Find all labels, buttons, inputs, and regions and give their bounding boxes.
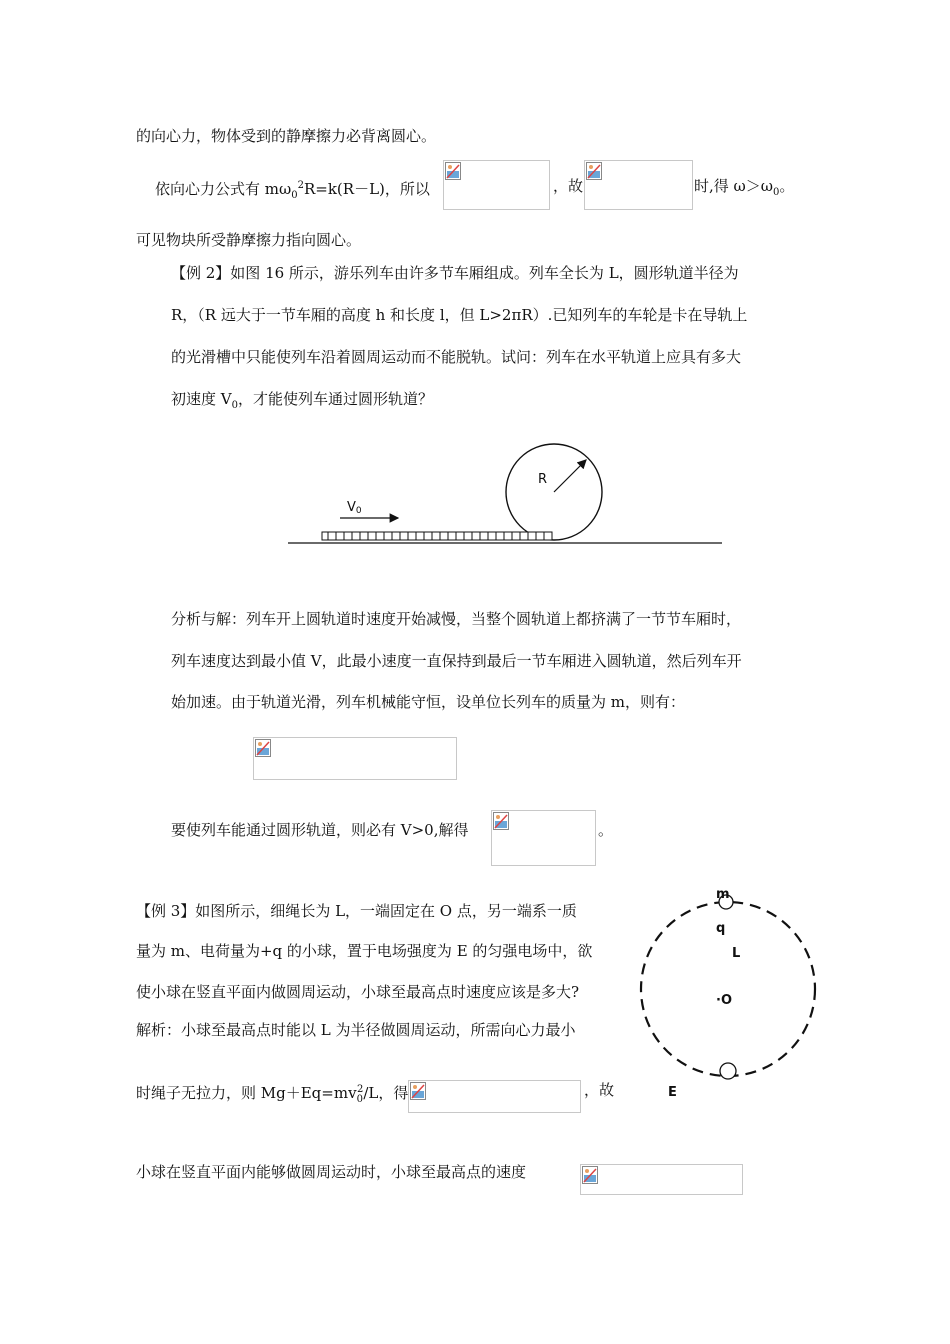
example-3-line-5-end: ，故: [584, 1081, 615, 1099]
bottom-ball: [720, 1063, 736, 1079]
example-3-line-6: 小球在竖直平面内能够做圆周运动时，小球至最高点的速度: [136, 1163, 527, 1181]
example-2-line-2: R，（R 远大于一节车厢的高度 h 和长度 l，但 L>2πR）.已知列车的车轮是卡在导轨上: [171, 306, 748, 324]
formula-image: [580, 1164, 743, 1195]
example-3-line-1: 【例 3】如图所示，细绳长为 L，一端固定在 O 点，另一端系一质: [136, 902, 577, 920]
example-2-line-3: 的光滑槽中只能使列车沿着圆周运动而不能脱轨。试问：列车在水平轨道上应具有多大: [171, 348, 742, 366]
formula-image: [408, 1080, 581, 1113]
radius-arrow: [554, 460, 586, 492]
formula-image: [443, 160, 550, 210]
broken-image-icon: [586, 162, 602, 180]
paragraph-3: 可见物块所受静摩擦力指向圆心。: [136, 231, 362, 249]
paragraph-2-end: 时,得 $\omega>\omega_0$。: [694, 177, 795, 198]
example-2-line-4: 初速度 $V_0$，才能使列车通过圆形轨道？: [171, 390, 433, 411]
paragraph-1: 的向心力，物体受到的静摩擦力必背离圆心。: [136, 127, 437, 145]
field-label: E: [668, 1085, 677, 1100]
analysis-line-1: 分析与解：列车开上圆轨道时速度开始减慢，当整个圆轨道上都挤满了一节节车厢时，: [171, 610, 742, 628]
length-label: L: [732, 946, 741, 961]
analysis-line-4: 要使列车能通过圆形轨道，则必有 V>0,解得: [171, 821, 469, 839]
charge-label: q: [716, 921, 726, 936]
broken-image-icon: [493, 812, 509, 830]
example-3-line-3: 使小球在竖直平面内做圆周运动，小球至最高点时速度应该是多大?: [136, 983, 580, 1001]
example-3-line-5: 时绳子无拉力，则 $Mg+Eq=mv_0^2/L$，得: [136, 1084, 409, 1105]
mass-label: m: [716, 887, 730, 902]
formula-image: [253, 737, 457, 780]
train-loop-figure: [280, 440, 730, 555]
dashed-circular-path: [641, 902, 815, 1076]
center-label: ·O: [716, 993, 732, 1008]
analysis-line-3: 始加速。由于轨道光滑，列车机械能守恒，设单位长列车的质量为 m，则有：: [171, 693, 685, 711]
paragraph-2: 依向心力公式有 $m\omega_0^2R=k(R-L)$，所以: [155, 180, 430, 201]
radius-label: R: [538, 472, 548, 487]
pendulum-circle-figure: [630, 880, 830, 1105]
example-3-line-2: 量为 m、电荷量为+q 的小球，置于电场强度为 E 的匀强电场中，欲: [136, 942, 593, 960]
analysis-line-2: 列车速度达到最小值 V，此最小速度一直保持到最后一节车厢进入圆轨道，然后列车开: [171, 652, 742, 670]
broken-image-icon: [445, 162, 461, 180]
broken-image-icon: [410, 1082, 426, 1100]
analysis-line-4-end: 。: [598, 821, 614, 839]
formula-image: [584, 160, 693, 210]
velocity-label: V0: [347, 500, 362, 516]
broken-image-icon: [255, 739, 271, 757]
train: [322, 532, 552, 540]
broken-image-icon: [582, 1166, 598, 1184]
example-2-line-1: 【例 2】如图 16 所示，游乐列车由许多节车厢组成。列车全长为 L，圆形轨道半径为: [171, 264, 739, 282]
example-3-line-4: 解析：小球至最高点时能以 L 为半径做圆周运动，所需向心力最小: [136, 1021, 576, 1039]
formula-image: [491, 810, 596, 866]
paragraph-2-mid: ，故: [553, 177, 584, 195]
